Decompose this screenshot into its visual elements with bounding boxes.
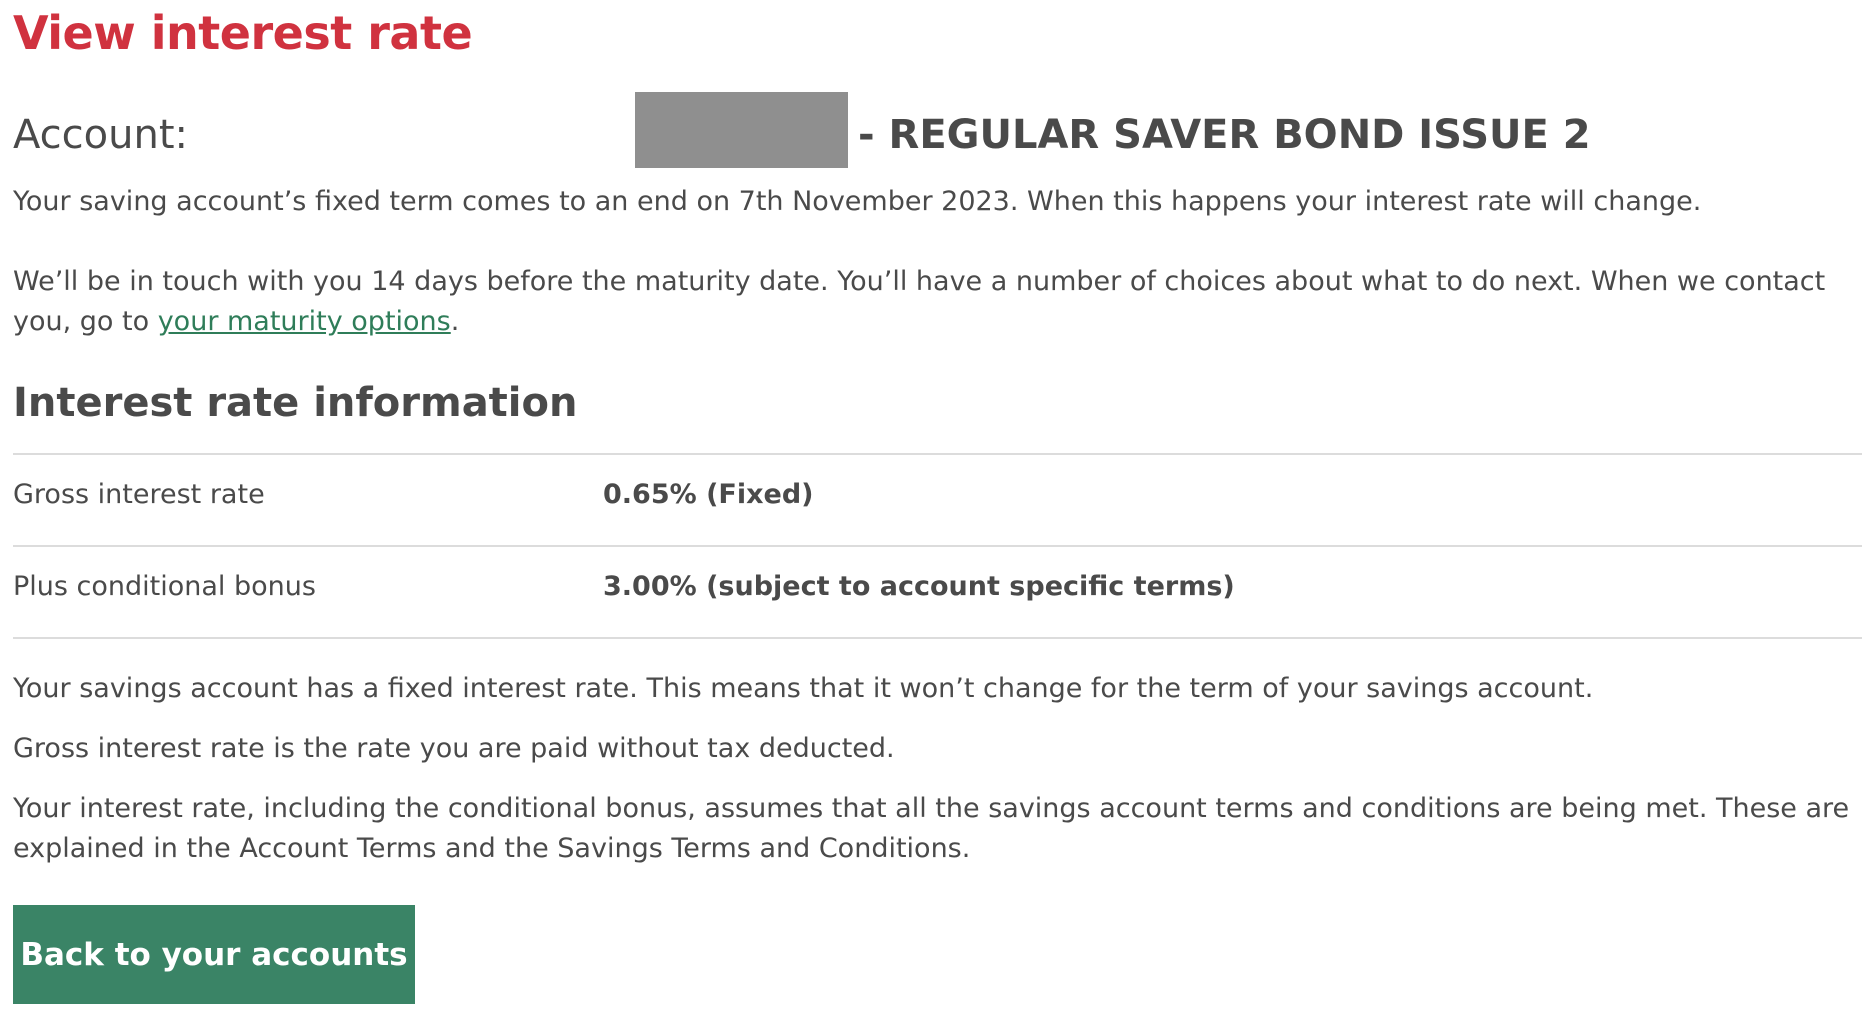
back-to-accounts-button[interactable]: Back to your accounts [13,905,415,1004]
table-row [13,547,1862,639]
page-title: View interest rate [13,6,473,60]
bonus-rate-value: 3.00% (subject to account specific terms) [603,571,1235,602]
interest-rate-heading: Interest rate information [13,380,578,426]
gross-rate-value: 0.65% (Fixed) [603,479,814,510]
interest-rate-table [13,453,1862,639]
bonus-rate-label: Plus conditional bonus [13,571,316,602]
contact-text-end: . [450,306,460,337]
contact-text: We’ll be in touch with you 14 days before the maturity date. You’ll have a number of choices about what to do next. When we contact you, go to [13,266,1826,337]
fixed-term-notice: Your saving account’s fixed term comes to an end on 7th November 2023. When this happens your interest rate will change. [13,186,1702,217]
gross-rate-label: Gross interest rate [13,479,265,510]
account-label: Account: [13,112,188,158]
account-row [13,92,1591,168]
fixed-rate-footnote: Your savings account has a fixed interest rate. This means that it won’t change for the term of your savings account. [13,673,1594,704]
account-number-redacted [635,92,848,168]
table-row [13,455,1862,547]
maturity-options-link[interactable]: your maturity options [157,306,451,337]
gross-rate-footnote: Gross interest rate is the rate you are paid without tax deducted. [13,733,895,764]
maturity-contact-notice [13,262,1853,342]
account-name: - REGULAR SAVER BOND ISSUE 2 [858,112,1591,158]
conditions-footnote: Your interest rate, including the conditional bonus, assumes that all the savings account terms and conditions are being met. These are explained in the Account Terms and the Savings Terms and Conditions. [13,793,1850,864]
